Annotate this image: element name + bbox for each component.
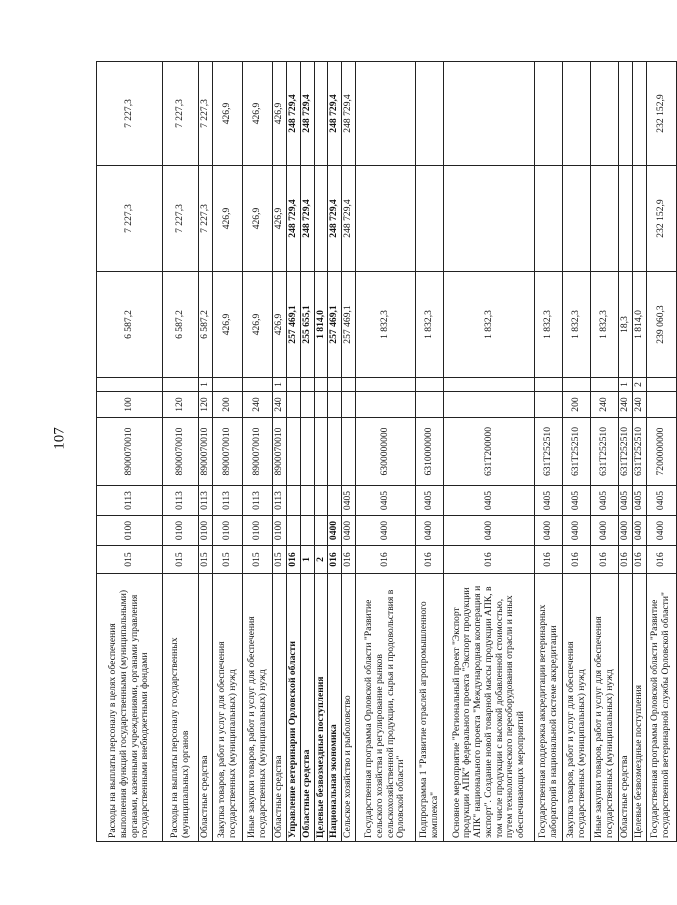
code-subsection: 0113 <box>97 486 163 516</box>
amount-year-2 <box>314 166 328 272</box>
code-subsection: 0405 <box>416 486 444 516</box>
code-admin: 016 <box>535 546 563 574</box>
row-name: Областные средства <box>301 574 315 842</box>
amount-year-1: 426,9 <box>273 272 287 378</box>
amount-year-1: 18,3 <box>619 272 633 378</box>
code-expense-type: 240 <box>273 392 287 418</box>
code-source <box>287 378 301 392</box>
amount-year-1: 1 832,3 <box>356 272 416 378</box>
amount-year-1: 257 469,1 <box>287 272 301 378</box>
code-section <box>314 516 328 546</box>
amount-year-3: 248 729,4 <box>287 62 301 166</box>
amount-year-3: 7 227,3 <box>199 62 213 166</box>
code-target-article <box>342 418 356 486</box>
amount-year-2: 7 227,3 <box>199 166 213 272</box>
row-name: Подпрограмма 1 "Развитие отраслей агропромышленного комплекса" <box>416 574 444 842</box>
amount-year-2: 232 152,9 <box>646 166 676 272</box>
amount-year-1: 426,9 <box>243 272 273 378</box>
code-admin: 016 <box>619 546 633 574</box>
code-section: 0100 <box>213 516 243 546</box>
code-subsection: 0405 <box>619 486 633 516</box>
table-row <box>287 62 301 842</box>
code-expense-type <box>416 392 444 418</box>
code-source: 1 <box>199 378 213 392</box>
code-subsection: 0405 <box>356 486 416 516</box>
table-row <box>213 62 243 842</box>
code-subsection <box>314 486 328 516</box>
code-target-article: 631T252510 <box>619 418 633 486</box>
code-section: 0100 <box>163 516 199 546</box>
amount-year-1: 6 587,2 <box>199 272 213 378</box>
amount-year-3 <box>444 62 535 166</box>
code-expense-type <box>535 392 563 418</box>
table-row <box>97 62 163 842</box>
table-row <box>342 62 356 842</box>
code-subsection: 0405 <box>444 486 535 516</box>
amount-year-2: 426,9 <box>213 166 243 272</box>
table-row <box>163 62 199 842</box>
code-subsection: 0113 <box>273 486 287 516</box>
code-target-article <box>287 418 301 486</box>
table-row <box>563 62 591 842</box>
amount-year-2: 248 729,4 <box>328 166 342 272</box>
amount-year-3: 426,9 <box>213 62 243 166</box>
code-admin: 016 <box>632 546 646 574</box>
code-subsection <box>301 486 315 516</box>
code-expense-type: 100 <box>97 392 163 418</box>
code-subsection: 0405 <box>535 486 563 516</box>
code-section: 0400 <box>342 516 356 546</box>
code-subsection <box>328 486 342 516</box>
code-section: 0400 <box>444 516 535 546</box>
amount-year-2: 426,9 <box>243 166 273 272</box>
code-expense-type: 240 <box>243 392 273 418</box>
row-name: Управление ветеринарии Орловской области <box>287 574 301 842</box>
amount-year-2 <box>356 166 416 272</box>
code-section: 0400 <box>328 516 342 546</box>
code-section: 0400 <box>619 516 633 546</box>
code-expense-type <box>444 392 535 418</box>
code-target-article: 8900070010 <box>199 418 213 486</box>
code-admin: 016 <box>646 546 676 574</box>
code-section <box>301 516 315 546</box>
code-source: 1 <box>619 378 633 392</box>
code-source <box>342 378 356 392</box>
table-row <box>632 62 646 842</box>
code-target-article: 6300000000 <box>356 418 416 486</box>
code-admin: 016 <box>328 546 342 574</box>
amount-year-3 <box>632 62 646 166</box>
row-name: Государственная программа Орловской области "Развитие государственной ветеринарной службы Орловской области" <box>646 574 676 842</box>
amount-year-3: 232 152,9 <box>646 62 676 166</box>
code-subsection: 0113 <box>163 486 199 516</box>
amount-year-3 <box>314 62 328 166</box>
row-name: Иные закупки товаров, работ и услуг для обеспечения государственных (муниципальных) нужд <box>591 574 619 842</box>
code-subsection: 0405 <box>563 486 591 516</box>
amount-year-2: 7 227,3 <box>97 166 163 272</box>
amount-year-3 <box>563 62 591 166</box>
amount-year-2 <box>444 166 535 272</box>
code-source: 2 <box>632 378 646 392</box>
amount-year-3: 7 227,3 <box>97 62 163 166</box>
code-section: 0100 <box>199 516 213 546</box>
code-section: 0400 <box>535 516 563 546</box>
code-admin: 015 <box>213 546 243 574</box>
code-admin: 015 <box>199 546 213 574</box>
amount-year-1: 6 587,2 <box>163 272 199 378</box>
code-source <box>301 378 315 392</box>
amount-year-3: 426,9 <box>273 62 287 166</box>
table-row <box>646 62 676 842</box>
code-source <box>314 378 328 392</box>
amount-year-1: 1 814,0 <box>314 272 328 378</box>
code-admin: 016 <box>287 546 301 574</box>
amount-year-1: 1 832,3 <box>416 272 444 378</box>
amount-year-1: 257 469,1 <box>328 272 342 378</box>
code-target-article: 6310000000 <box>416 418 444 486</box>
code-expense-type: 240 <box>591 392 619 418</box>
code-subsection: 0405 <box>591 486 619 516</box>
code-section: 0400 <box>416 516 444 546</box>
code-subsection: 0405 <box>632 486 646 516</box>
amount-year-1: 6 587,2 <box>97 272 163 378</box>
code-subsection: 0113 <box>213 486 243 516</box>
amount-year-2 <box>563 166 591 272</box>
code-section: 0400 <box>632 516 646 546</box>
table-row <box>619 62 633 842</box>
table-row <box>328 62 342 842</box>
table-row <box>301 62 315 842</box>
code-source <box>356 378 416 392</box>
code-source <box>97 378 163 392</box>
code-expense-type <box>287 392 301 418</box>
amount-year-3 <box>416 62 444 166</box>
amount-year-3 <box>356 62 416 166</box>
amount-year-2 <box>416 166 444 272</box>
amount-year-1: 239 060,3 <box>646 272 676 378</box>
amount-year-3: 7 227,3 <box>163 62 199 166</box>
amount-year-2 <box>535 166 563 272</box>
amount-year-1: 1 832,3 <box>563 272 591 378</box>
row-name: Сельское хозяйство и рыболовство <box>342 574 356 842</box>
code-target-article: 631T200000 <box>444 418 535 486</box>
code-target-article <box>301 418 315 486</box>
code-target-article: 8900070010 <box>213 418 243 486</box>
code-section: 0400 <box>591 516 619 546</box>
row-name: Целевые безвозмездные поступления <box>632 574 646 842</box>
code-target-article: 8900070010 <box>243 418 273 486</box>
table-body <box>97 62 677 842</box>
code-section: 0100 <box>97 516 163 546</box>
code-target-article: 631T252510 <box>563 418 591 486</box>
row-name: Закупка товаров, работ и услуг для обеспечения государственных (муниципальных) нужд <box>563 574 591 842</box>
table-row <box>314 62 328 842</box>
code-subsection <box>287 486 301 516</box>
code-subsection: 0405 <box>342 486 356 516</box>
code-source <box>591 378 619 392</box>
code-target-article: 631T252510 <box>591 418 619 486</box>
code-expense-type <box>646 392 676 418</box>
code-admin: 016 <box>416 546 444 574</box>
amount-year-3 <box>619 62 633 166</box>
table-row <box>444 62 535 842</box>
table-row <box>199 62 213 842</box>
table-row <box>273 62 287 842</box>
code-expense-type: 240 <box>632 392 646 418</box>
code-target-article <box>328 418 342 486</box>
amount-year-3: 426,9 <box>243 62 273 166</box>
row-name: Целевые безвозмездные поступления <box>314 574 328 842</box>
code-expense-type <box>356 392 416 418</box>
code-target-article <box>314 418 328 486</box>
table-row <box>416 62 444 842</box>
amount-year-3 <box>591 62 619 166</box>
amount-year-1: 1 814,0 <box>632 272 646 378</box>
code-source <box>535 378 563 392</box>
code-admin: 016 <box>356 546 416 574</box>
amount-year-1: 255 655,1 <box>301 272 315 378</box>
amount-year-2: 248 729,4 <box>342 166 356 272</box>
code-admin: 015 <box>243 546 273 574</box>
code-admin: 1 <box>301 546 315 574</box>
code-section: 0400 <box>646 516 676 546</box>
row-name: Национальная экономика <box>328 574 342 842</box>
code-source <box>646 378 676 392</box>
amount-year-1: 1 832,3 <box>535 272 563 378</box>
code-source <box>416 378 444 392</box>
amount-year-2 <box>619 166 633 272</box>
code-target-article: 8900070010 <box>163 418 199 486</box>
code-section <box>287 516 301 546</box>
code-section: 0400 <box>356 516 416 546</box>
row-name: Основное мероприятие "Региональный проект "Экспорт продукции АПК" федерального проекта "Экспорт продукции АПК" национального проекта "Международная кооперация и экспорт". Создание новой товарной массы продукции АПК, в том числе продукции с высокой добавленной стоимостью, путем технологического переоборудования отрасли и иных обеспечивающих мероприятий <box>444 574 535 842</box>
amount-year-2: 426,9 <box>273 166 287 272</box>
amount-year-1: 257 469,1 <box>342 272 356 378</box>
code-target-article: 8900070010 <box>97 418 163 486</box>
budget-table <box>96 61 677 842</box>
amount-year-3: 248 729,4 <box>342 62 356 166</box>
amount-year-2: 248 729,4 <box>301 166 315 272</box>
row-name: Областные средства <box>273 574 287 842</box>
page-number: 107 <box>51 427 68 450</box>
code-admin: 016 <box>342 546 356 574</box>
amount-year-1: 426,9 <box>213 272 243 378</box>
code-section: 0400 <box>563 516 591 546</box>
code-target-article: 7200000000 <box>646 418 676 486</box>
code-source <box>563 378 591 392</box>
code-subsection: 0113 <box>243 486 273 516</box>
amount-year-2: 248 729,4 <box>287 166 301 272</box>
code-admin: 2 <box>314 546 328 574</box>
code-admin: 016 <box>591 546 619 574</box>
code-admin: 015 <box>163 546 199 574</box>
row-name: Областные средства <box>619 574 633 842</box>
rotated-table-container <box>96 62 672 842</box>
code-expense-type <box>301 392 315 418</box>
code-subsection: 0405 <box>646 486 676 516</box>
code-admin: 015 <box>97 546 163 574</box>
code-admin: 015 <box>273 546 287 574</box>
row-name: Расходы на выплаты персоналу в целях обеспечения выполнения функций государственными (муниципальными) органами, казенными учреждениями, органами управления государственными внебюджетными фондами <box>97 574 163 842</box>
code-expense-type <box>328 392 342 418</box>
amount-year-1: 1 832,3 <box>444 272 535 378</box>
table-row <box>591 62 619 842</box>
code-target-article: 631T252510 <box>535 418 563 486</box>
code-expense-type: 200 <box>213 392 243 418</box>
code-admin: 016 <box>563 546 591 574</box>
code-expense-type <box>314 392 328 418</box>
table-row <box>356 62 416 842</box>
code-subsection: 0113 <box>199 486 213 516</box>
table-row <box>535 62 563 842</box>
code-source <box>444 378 535 392</box>
code-section: 0100 <box>243 516 273 546</box>
amount-year-1: 1 832,3 <box>591 272 619 378</box>
code-section: 0100 <box>273 516 287 546</box>
code-expense-type: 200 <box>563 392 591 418</box>
amount-year-3: 248 729,4 <box>328 62 342 166</box>
code-expense-type: 120 <box>199 392 213 418</box>
code-target-article: 631T252510 <box>632 418 646 486</box>
row-name: Закупка товаров, работ и услуг для обеспечения государственных (муниципальных) нужд <box>213 574 243 842</box>
amount-year-3 <box>535 62 563 166</box>
amount-year-2 <box>591 166 619 272</box>
row-name: Государственная программа Орловской области "Развитие сельского хозяйства и регулирование рынков сельскохозяйственной продукции, сырья и продовольствия в Орловской области" <box>356 574 416 842</box>
code-admin: 016 <box>444 546 535 574</box>
table-row <box>243 62 273 842</box>
row-name: Иные закупки товаров, работ и услуг для обеспечения государственных (муниципальных) нужд <box>243 574 273 842</box>
amount-year-2: 7 227,3 <box>163 166 199 272</box>
amount-year-2 <box>632 166 646 272</box>
code-expense-type <box>342 392 356 418</box>
row-name: Государственная поддержка аккредитации ветеринарных лабораторий в национальной системе аккредитации <box>535 574 563 842</box>
row-name: Расходы на выплаты персоналу государственных (муниципальных) органов <box>163 574 199 842</box>
amount-year-3: 248 729,4 <box>301 62 315 166</box>
code-source <box>328 378 342 392</box>
code-expense-type: 120 <box>163 392 199 418</box>
row-name: Областные средства <box>199 574 213 842</box>
code-target-article: 8900070010 <box>273 418 287 486</box>
code-source: 1 <box>273 378 287 392</box>
code-source <box>163 378 199 392</box>
code-expense-type: 240 <box>619 392 633 418</box>
code-source <box>213 378 243 392</box>
code-source <box>243 378 273 392</box>
